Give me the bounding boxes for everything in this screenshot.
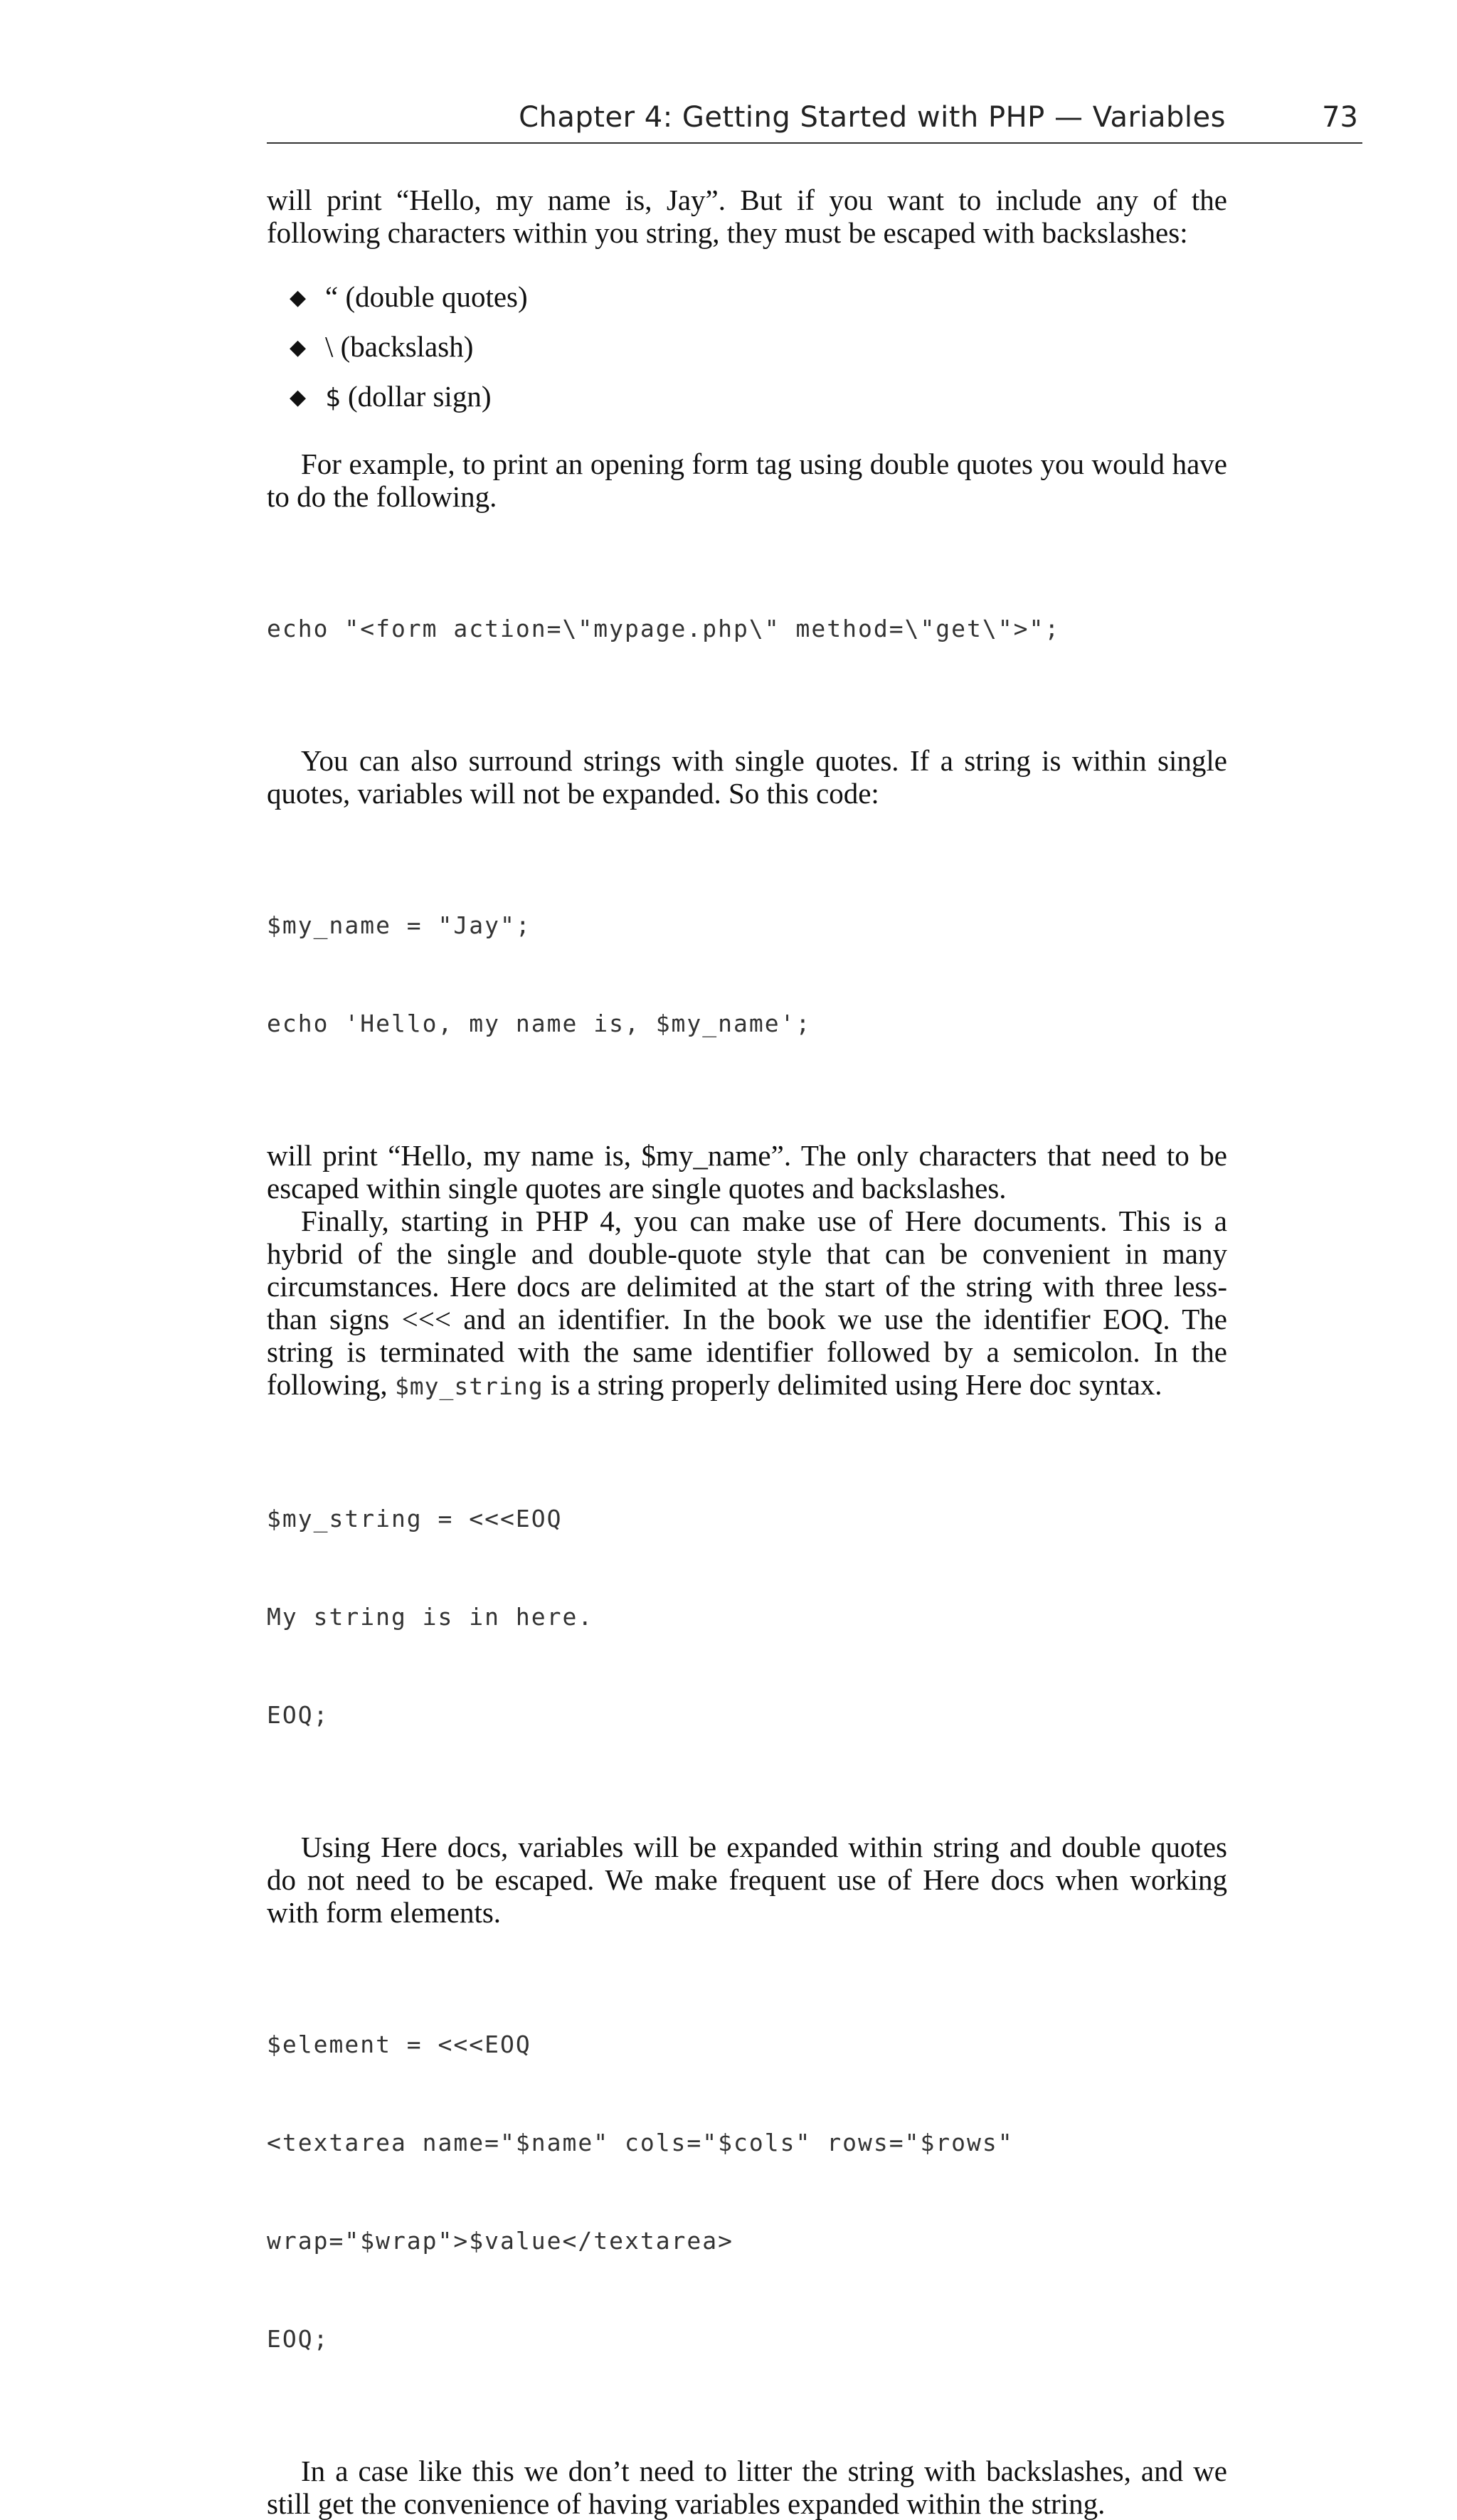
list-item-label: (dollar sign) <box>340 380 492 413</box>
list-item <box>290 280 1227 313</box>
code-block-2 <box>267 844 1227 1106</box>
paragraph-7: In a case like this we don’t need to litter the string with backslashes, and we still get the convenience of having variables expanded within the string. <box>267 2455 1227 2520</box>
list-item-symbol: “ <box>325 280 339 313</box>
running-header <box>267 98 1362 144</box>
paragraph-6: Using Here docs, variables will be expanded within string and double quotes do not need to be escaped. We make frequent use of Here docs when working with form elements. <box>267 1831 1227 1929</box>
list-item <box>290 380 1227 415</box>
paragraph-5 <box>267 1205 1227 1403</box>
code-block-1 <box>267 547 1227 711</box>
code-line: echo 'Hello, my name is, $my_name'; <box>267 1010 812 1037</box>
code-block-3 <box>267 1437 1227 1797</box>
code-line: <textarea name="$name" cols="$cols" rows="$rows" <box>267 2129 1014 2156</box>
chapter-title: Chapter 4: Getting Started with PHP — Variables <box>519 101 1226 134</box>
escape-character-list <box>267 280 1227 415</box>
list-item <box>290 330 1227 363</box>
code-line: $my_string = <<<EOQ <box>267 1505 563 1532</box>
diamond-bullet-icon: ◆ <box>290 335 307 360</box>
code-line: EOQ; <box>267 1701 329 1729</box>
code-block-4 <box>267 1963 1227 2421</box>
inline-code: $my_string <box>394 1372 544 1400</box>
diamond-bullet-icon: ◆ <box>290 385 307 410</box>
paragraph-3: You can also surround strings with single quotes. If a string is within single quotes, variables will not be expanded. So this code: <box>267 744 1227 810</box>
paragraph-5-text: Finally, starting in PHP 4, you can make use of Here documents. This is a hybrid of the single and double-quote style that can be convenient in many circumstances. Here docs are delimited at the start of the string with three less-than signs <<< and an identifier. In the book we use the identifier EOQ. The string is terminated with the same identifier followed by a semicolon. In the following, <box>267 1205 1227 1401</box>
list-item-symbol: $ <box>325 383 341 413</box>
code-line: $my_name = "Jay"; <box>267 911 531 939</box>
paragraph-2: For example, to print an opening form tag using double quotes you would have to do the following. <box>267 448 1227 513</box>
diamond-bullet-icon: ◆ <box>290 285 307 310</box>
body-text <box>267 184 1227 2520</box>
code-line: echo "<form action=\"mypage.php\" method=\"get\">"; <box>267 615 1061 642</box>
code-line: $element = <<<EOQ <box>267 2031 531 2058</box>
paragraph-1: will print “Hello, my name is, Jay”. But if you want to include any of the following characters within you string, they must be escaped with backslashes: <box>267 184 1227 249</box>
list-item-label: (backslash) <box>333 330 474 363</box>
code-line: My string is in here. <box>267 1603 594 1631</box>
code-line: EOQ; <box>267 2325 329 2353</box>
code-line: wrap="$wrap">$value</textarea> <box>267 2227 734 2255</box>
paragraph-5-text-end: is a string properly delimited using Here doc syntax. <box>543 1368 1162 1401</box>
paragraph-4: will print “Hello, my name is, $my_name”. The only characters that need to be escaped within single quotes are single quotes and backslashes. <box>267 1139 1227 1205</box>
list-item-symbol: \ <box>325 330 334 363</box>
page-number: 73 <box>1322 101 1358 134</box>
list-item-label: (double quotes) <box>338 280 528 313</box>
